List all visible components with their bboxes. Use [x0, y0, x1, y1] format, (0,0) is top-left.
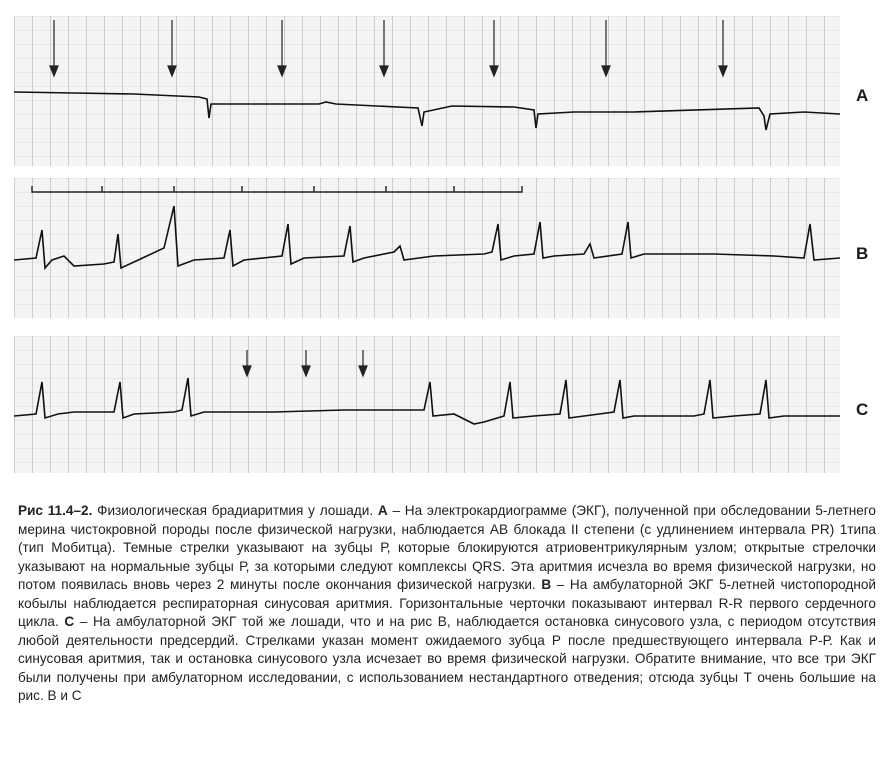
figure-caption: [18, 502, 876, 706]
panel-label-b: B: [856, 244, 869, 263]
caption-text-2: – На электрокардиограмме (ЭКГ), полученной при обследовании 5-летнего мерина чистокровной породы после физической нагрузки, наблюдается АВ блокада II степени (с удлинением интервала PR) 1типа (тип Мобитца). Темные стрелки указывают на зубцы Р, которые блокируются атриовентрикулярным узлом; открытые стрелочки указывают на нормальные зубцы Р, за которыми следуют комплексы QRS. Эта аритмия исчезла во время физической нагрузки, но потом появилась вновь через 2 минуты после окончания физической нагрузки.: [18, 503, 876, 592]
arrow-markers-c: [243, 350, 367, 376]
caption-text-1: Физиологическая брадиаритмия у лошади.: [92, 503, 378, 518]
ecg-strip-a: [14, 16, 840, 166]
panel-label-a: A: [856, 86, 869, 105]
caption-text-3: – На амбулаторной ЭКГ 5-летней чистопородной кобылы наблюдается респираторная синусовая аритмия. Горизонтальные черточки показывают интервал R-R первого сердечного цикла.: [18, 577, 877, 629]
ecg-trace-b: [14, 178, 840, 318]
ecg-strip-b: [14, 178, 840, 318]
caption-ref-c: С: [64, 614, 75, 629]
ecg-trace-c: [14, 336, 840, 473]
ecg-strip-c: [14, 336, 840, 473]
caption-ref-a: А: [377, 503, 388, 518]
caption-ref-b: В: [541, 577, 552, 592]
caption-text-4: – На амбулаторной ЭКГ той же лошади, что и на рис В, наблюдается остановка синусового узла, с периодом отсутствия любой деятельности предсердий. Стрелками указан момент ожидаемого зубца Р после предшествующего интервала Р-Р. Как и синусовая аритмия, так и остановка синусового узла исчезает во время физической нагрузки. Обратите внимание, что все три ЭКГ были получены при амбулаторном исследовании, с использованием нестандартного отведения; отсюда зубцы Т очень большие на рис. В и С: [18, 614, 877, 703]
rr-interval-ticks-b: [32, 186, 522, 192]
panel-label-c: C: [856, 400, 869, 419]
arrow-markers-a: [50, 20, 727, 76]
ecg-trace-a: [14, 16, 840, 166]
figure-label: Рис 11.4–2.: [18, 503, 93, 518]
